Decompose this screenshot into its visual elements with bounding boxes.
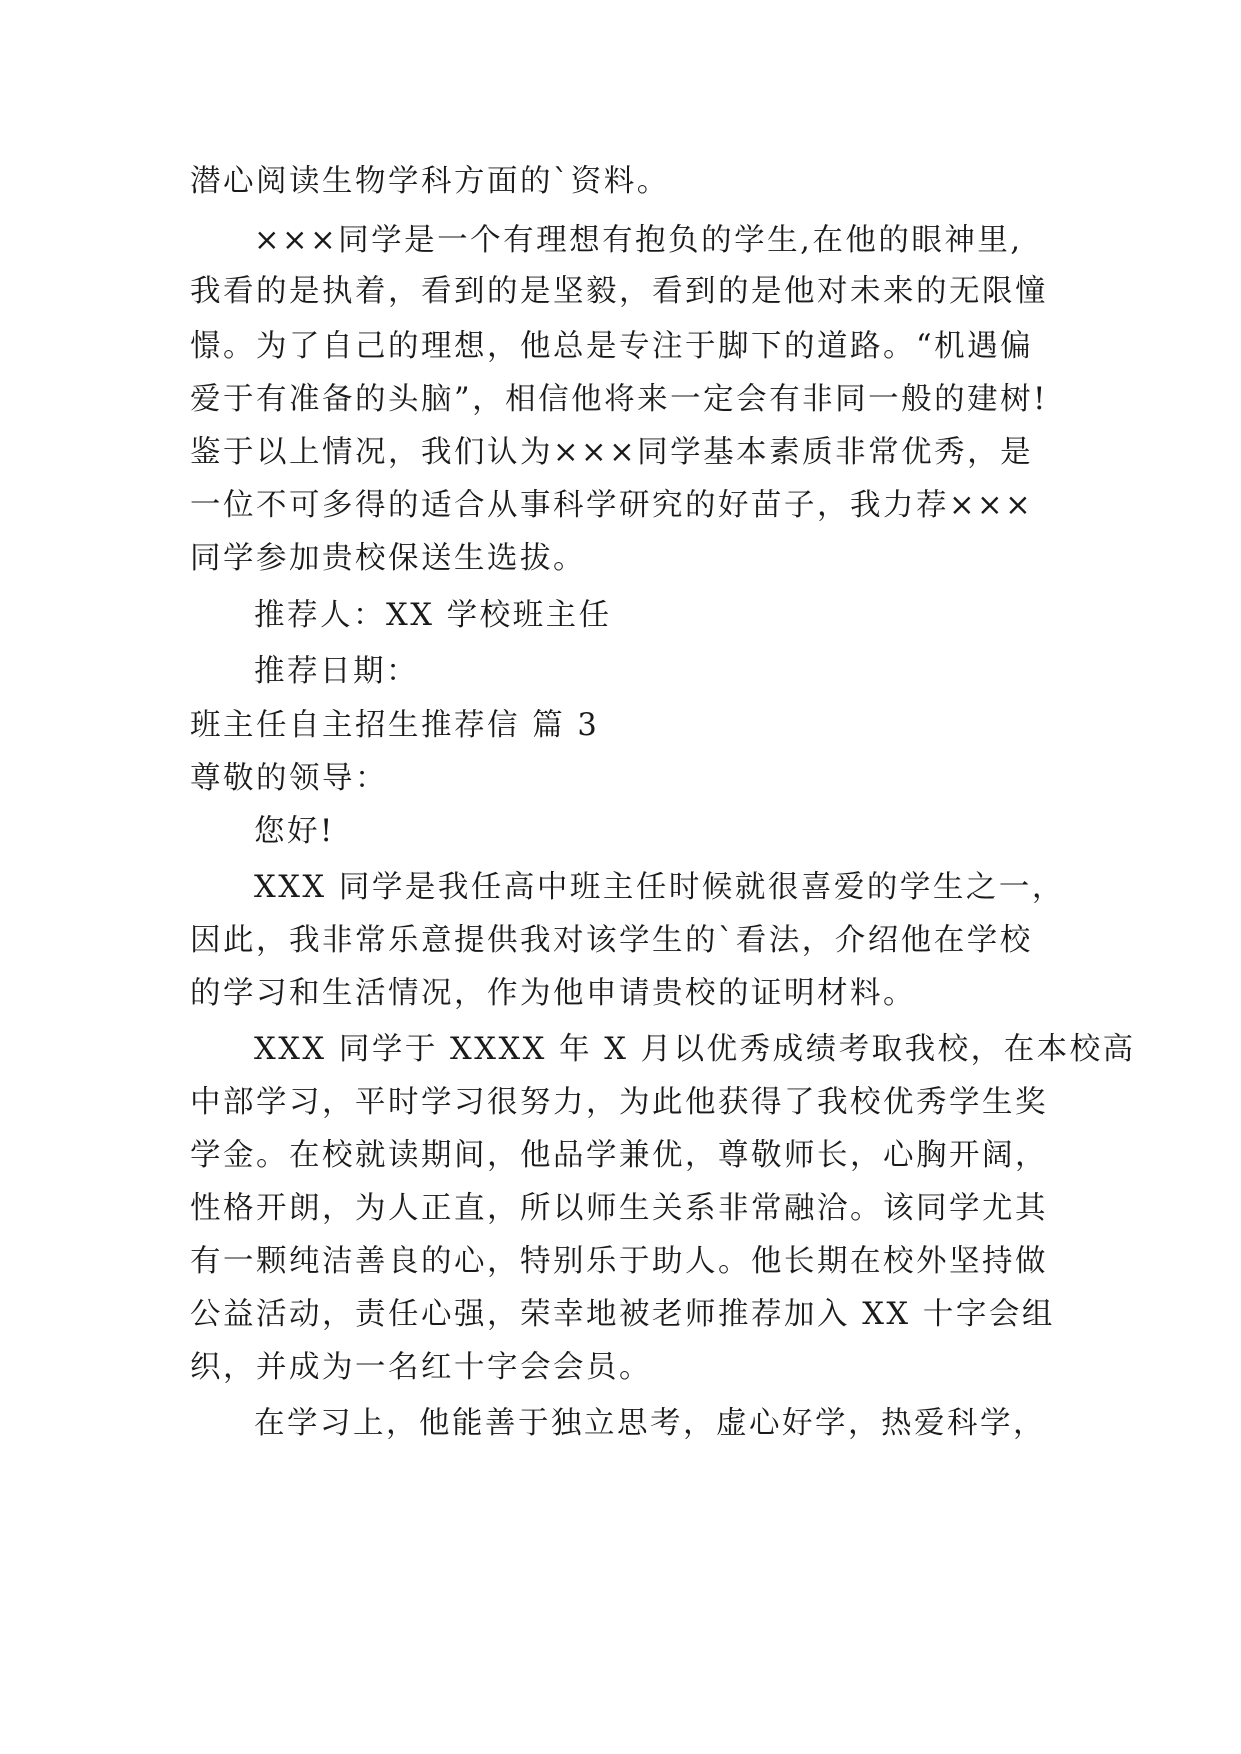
body-line: 一位不可多得的适合从事科学研究的好苗子，我力荐××× [190, 488, 1034, 523]
body-line: 公益活动，责任心强，荣幸地被老师推荐加入 XX 十字会组 [190, 1297, 1055, 1332]
recommender-line: 推荐人：XX 学校班主任 [254, 598, 612, 633]
body-line: 我看的是执着，看到的是坚毅，看到的是他对未来的无限憧 [190, 274, 1048, 309]
body-line: XXX 同学是我任高中班主任时候就很喜爱的学生之一， [254, 870, 1065, 905]
body-line: 潜心阅读生物学科方面的`资料。 [190, 164, 670, 199]
section-heading: 班主任自主招生推荐信 篇 3 [190, 708, 600, 743]
body-line: 织，并成为一名红十字会会员。 [190, 1350, 652, 1385]
body-line: XXX 同学于 XXXX 年 X 月以优秀成绩考取我校，在本校高 [254, 1032, 1136, 1067]
body-line: 爱于有准备的头脑”，相信他将来一定会有非同一般的建树! [190, 382, 1048, 417]
body-line: 在学习上，他能善于独立思考，虚心好学，热爱科学， [254, 1406, 1046, 1441]
body-line: 憬。为了自己的理想，他总是专注于脚下的道路。“机遇偏 [190, 329, 1034, 364]
body-line: 同学参加贵校保送生选拔。 [190, 541, 586, 576]
salutation: 尊敬的领导： [190, 761, 388, 796]
body-line: 中部学习，平时学习很努力，为此他获得了我校优秀学生奖 [190, 1085, 1048, 1120]
body-line: 鉴于以上情况，我们认为×××同学基本素质非常优秀，是 [190, 435, 1034, 470]
recommend-date-line: 推荐日期： [254, 654, 419, 689]
body-line: 的学习和生活情况，作为他申请贵校的证明材料。 [190, 976, 916, 1011]
body-line: 学金。在校就读期间，他品学兼优，尊敬师长，心胸开阔， [190, 1138, 1048, 1173]
body-line: 有一颗纯洁善良的心，特别乐于助人。他长期在校外坚持做 [190, 1244, 1048, 1279]
body-line: 因此，我非常乐意提供我对该学生的`看法，介绍他在学校 [190, 923, 1033, 958]
body-line: ×××同学是一个有理想有抱负的学生,在他的眼神里, [254, 223, 1023, 258]
greeting: 您好! [254, 814, 335, 849]
body-line: 性格开朗，为人正直，所以师生关系非常融洽。该同学尤其 [190, 1191, 1048, 1226]
